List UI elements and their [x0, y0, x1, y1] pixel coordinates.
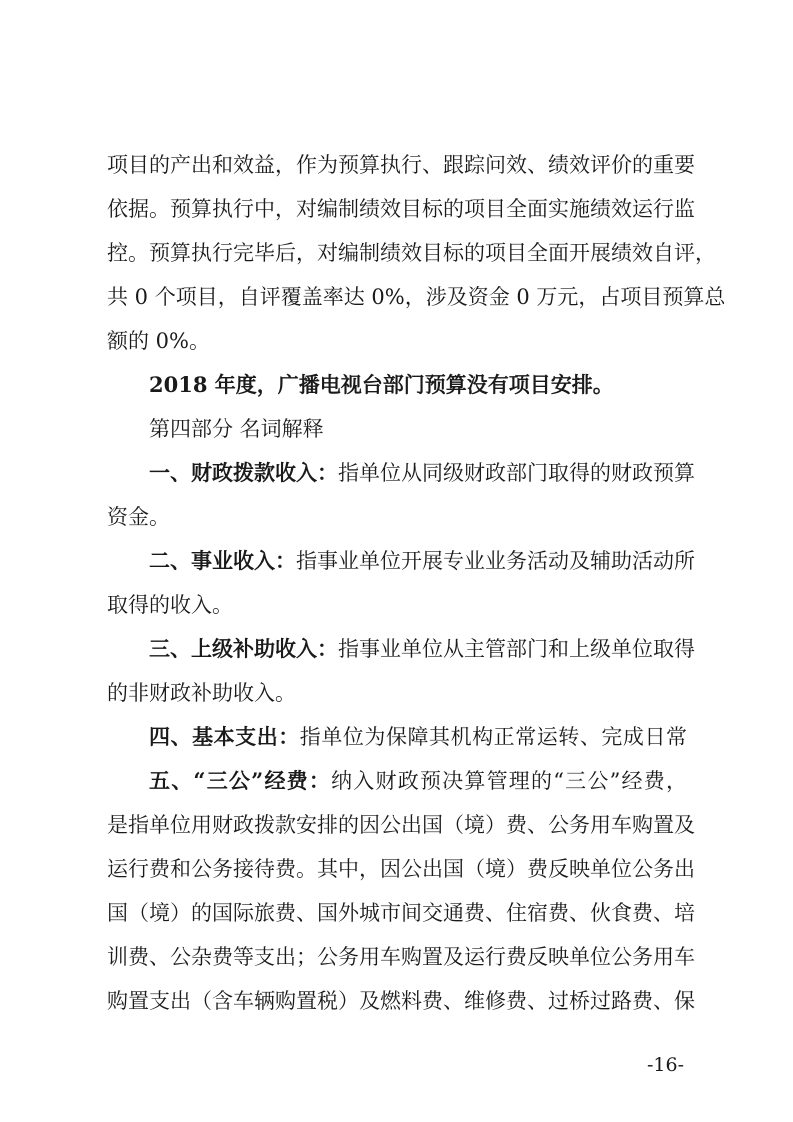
definition-item: [149, 460, 695, 486]
definition-text: 纳入财政预决算管理的“三公”经费，: [331, 769, 687, 793]
body-text-line: 共 0 个项目，自评覆盖率达 0%，涉及资金 0 万元，占项目预算总: [107, 285, 726, 309]
definition-item: [149, 636, 695, 662]
definition-text: 指单位为保障其机构正常运转、完成日常: [299, 725, 688, 749]
definition-term: 五、“三公”经费：: [149, 768, 332, 793]
definition-continuation: 是指单位用财政拨款安排的因公出国（境）费、公务用车购置及: [107, 813, 695, 837]
definition-continuation: 训费、公杂费等支出；公务用车购置及运行费反映单位公务用车: [107, 945, 695, 969]
definition-continuation: 的非财政补助收入。: [107, 681, 296, 705]
definition-continuation: 购置支出（含车辆购置税）及燃料费、维修费、过桥过路费、保: [107, 989, 695, 1013]
definition-term: 三、上级补助收入：: [149, 636, 338, 661]
no-project-statement: 2018 年度，广播电视台部门预算没有项目安排。: [149, 372, 614, 397]
body-text-line: 控。预算执行完毕后，对编制绩效目标的项目全面开展绩效自评，: [107, 241, 716, 265]
definition-continuation: 国（境）的国际旅费、国外城市间交通费、住宿费、伙食费、培: [107, 901, 695, 925]
definition-continuation: 取得的收入。: [107, 593, 233, 617]
definition-item: [149, 548, 695, 574]
definition-term: 一、财政拨款收入：: [149, 460, 338, 485]
definition-text: 指单位从同级财政部门取得的财政预算: [338, 461, 695, 485]
body-text-line: 依据。预算执行中，对编制绩效目标的项目全面实施绩效运行监: [107, 197, 695, 221]
definition-text: 指事业单位从主管部门和上级单位取得: [338, 637, 695, 661]
definition-continuation: 运行费和公务接待费。其中，因公出国（境）费反映单位公务出: [107, 857, 695, 881]
body-text-line: 额的 0%。: [107, 329, 210, 353]
definition-item: [149, 724, 687, 750]
definition-text: 指事业单位开展专业业务活动及辅助活动所: [296, 549, 695, 573]
definition-term: 四、基本支出：: [149, 724, 300, 749]
definition-item: [149, 768, 687, 794]
body-text-line: 项目的产出和效益，作为预算执行、跟踪问效、绩效评价的重要: [107, 153, 695, 177]
section-title: 第四部分 名词解释: [149, 417, 324, 441]
definition-continuation: 资金。: [107, 505, 170, 529]
page-number: -16-: [647, 1054, 685, 1076]
definition-term: 二、事业收入：: [149, 548, 296, 573]
